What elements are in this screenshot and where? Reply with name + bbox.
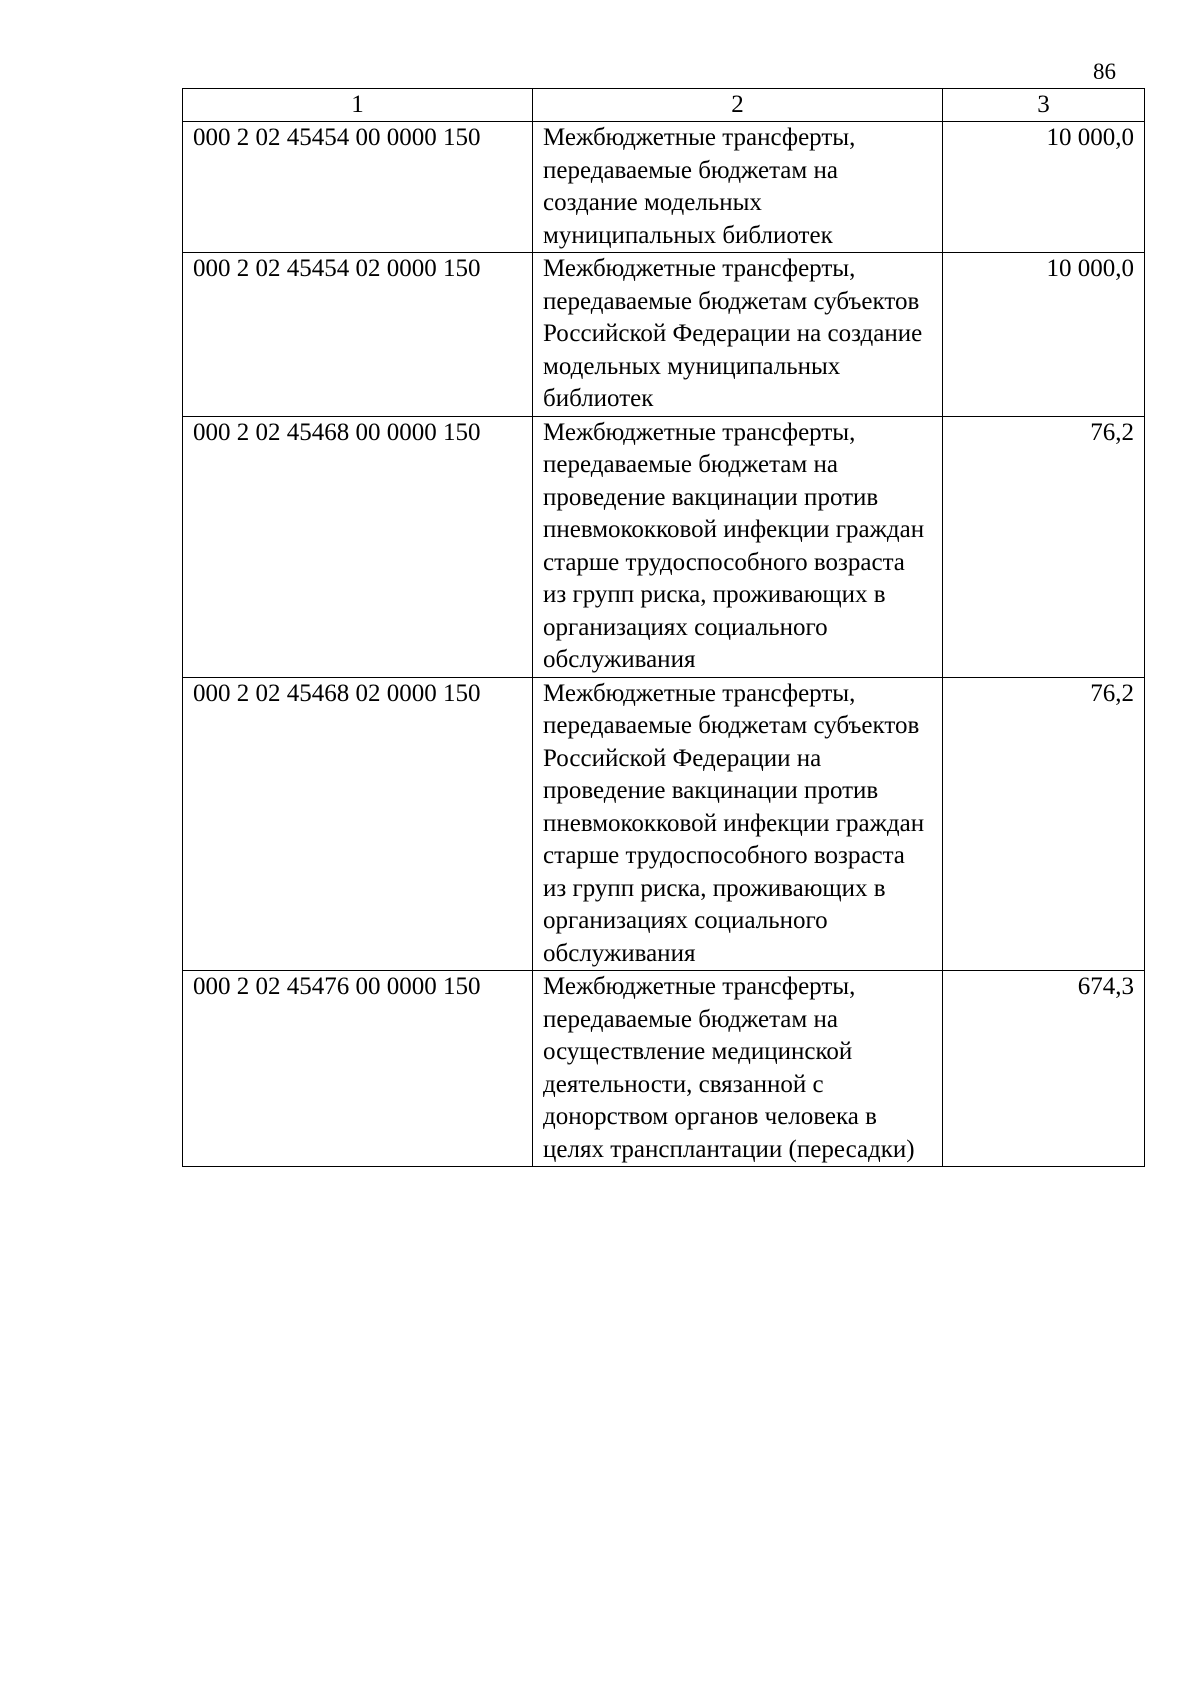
table-row bbox=[183, 416, 1145, 677]
row-amount: 674,3 bbox=[943, 971, 1145, 1167]
row-description: Межбюджетные трансферты, передаваемые бюджетам субъектов Российской Федерации на проведение вакцинации против пневмококковой инфекции граждан старше трудоспособного возраста из групп риска, проживающих в организациях социального обслуживания bbox=[533, 677, 943, 971]
table-row bbox=[183, 253, 1145, 417]
table-row bbox=[183, 677, 1145, 971]
row-description: Межбюджетные трансферты, передаваемые бюджетам на осуществление медицинской деятельности, связанной с донорством органов человека в целях трансплантации (пересадки) bbox=[533, 971, 943, 1167]
column-header-3: 3 bbox=[943, 89, 1145, 122]
row-description: Межбюджетные трансферты, передаваемые бюджетам субъектов Российской Федерации на создание модельных муниципальных библиотек bbox=[533, 253, 943, 417]
row-amount: 10 000,0 bbox=[943, 122, 1145, 253]
column-header-1: 1 bbox=[183, 89, 533, 122]
budget-code: 000 2 02 45468 00 0000 150 bbox=[183, 416, 533, 677]
row-amount: 10 000,0 bbox=[943, 253, 1145, 417]
budget-code: 000 2 02 45454 02 0000 150 bbox=[183, 253, 533, 417]
budget-code: 000 2 02 45468 02 0000 150 bbox=[183, 677, 533, 971]
budget-table bbox=[182, 88, 1145, 1167]
budget-code: 000 2 02 45476 00 0000 150 bbox=[183, 971, 533, 1167]
table-row bbox=[183, 122, 1145, 253]
column-header-2: 2 bbox=[533, 89, 943, 122]
table-row bbox=[183, 971, 1145, 1167]
row-description: Межбюджетные трансферты, передаваемые бюджетам на проведение вакцинации против пневмококковой инфекции граждан старше трудоспособного возраста из групп риска, проживающих в организациях социального обслуживания bbox=[533, 416, 943, 677]
table-header-row bbox=[183, 89, 1145, 122]
budget-code: 000 2 02 45454 00 0000 150 bbox=[183, 122, 533, 253]
row-amount: 76,2 bbox=[943, 416, 1145, 677]
row-description: Межбюджетные трансферты, передаваемые бюджетам на создание модельных муниципальных библиотек bbox=[533, 122, 943, 253]
page-number: 86 bbox=[1093, 59, 1116, 84]
row-amount: 76,2 bbox=[943, 677, 1145, 971]
